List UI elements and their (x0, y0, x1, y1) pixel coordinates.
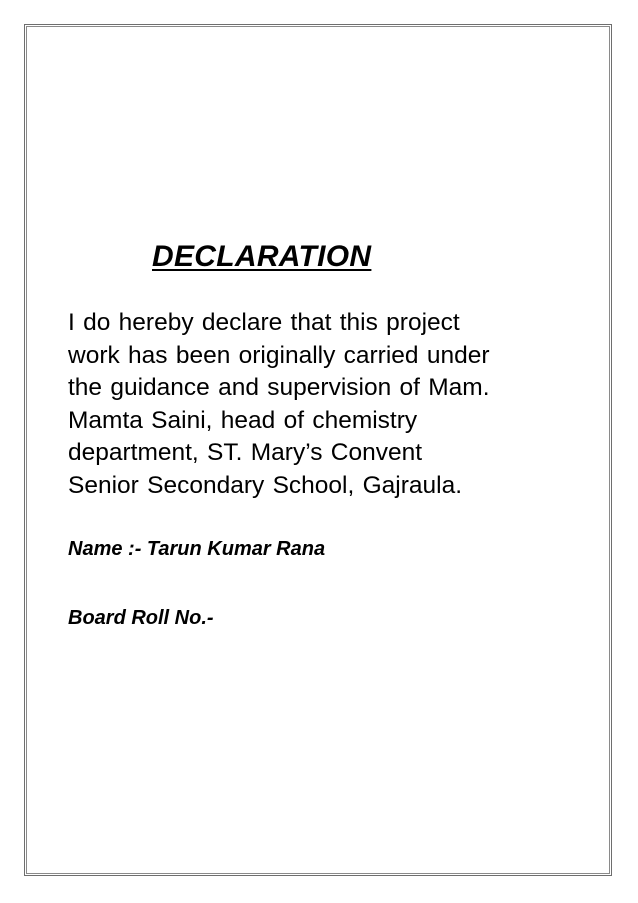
declaration-heading: DECLARATION (152, 240, 372, 273)
body-line: I do hereby declare that this project (68, 309, 460, 336)
body-line: Senior Secondary School, Gajraula. (68, 471, 462, 499)
body-line: Mamta Saini, head of chemistry (68, 406, 418, 434)
declaration-body (68, 307, 598, 502)
body-line: work has been originally carried under (68, 341, 490, 369)
student-name: Name :- Tarun Kumar Rana (68, 538, 326, 560)
board-roll-number: Board Roll No.- (68, 607, 214, 629)
body-line: the guidance and supervision of Mam. (68, 374, 490, 401)
body-line: department, ST. Mary’s Convent (68, 439, 423, 466)
